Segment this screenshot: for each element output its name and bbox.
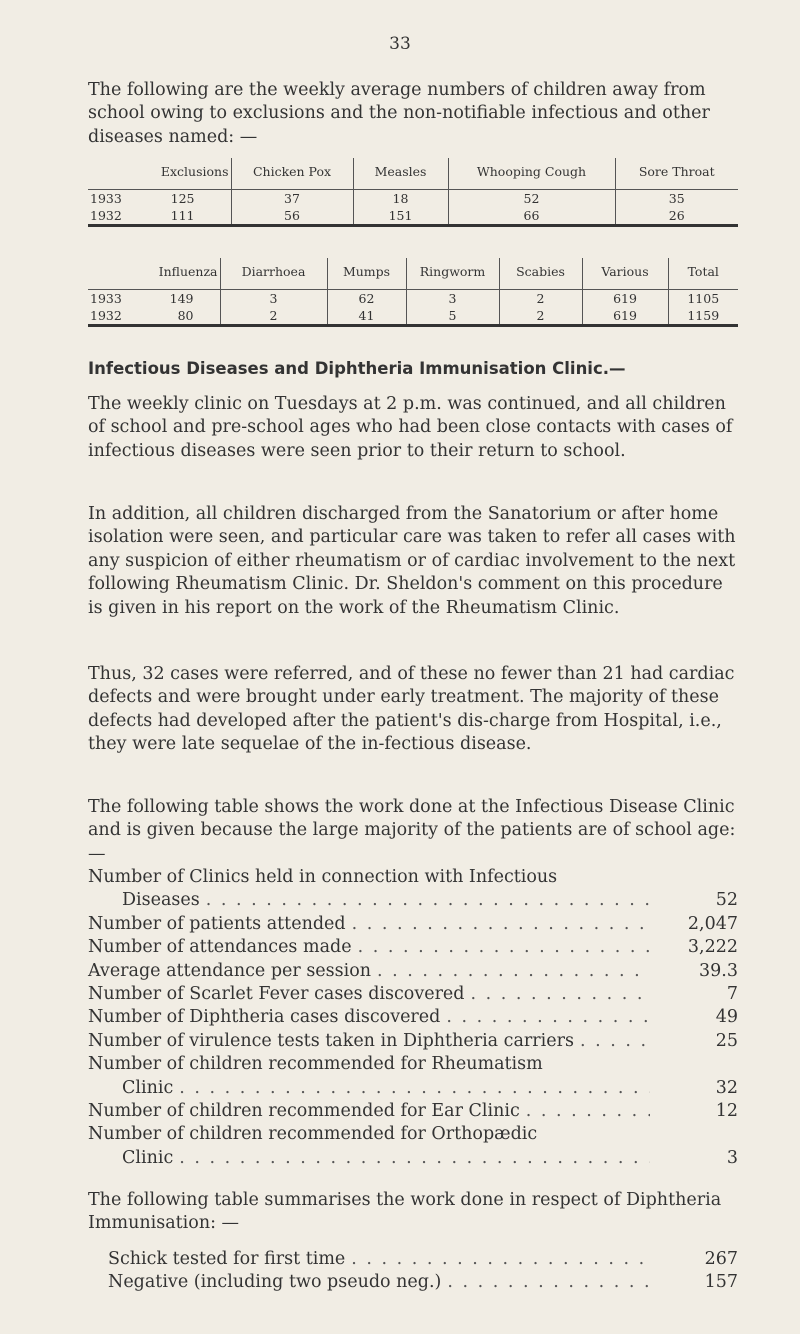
year-cell: 1932 [88,207,138,226]
list-item [88,889,738,912]
col-header-ringworm: Ringworm [406,258,499,290]
item-value: 32 [715,1077,738,1098]
col-header-sore-throat: Sore Throat [615,158,738,190]
item-label: Number of Diphtheria cases discovered [88,1007,441,1028]
ringworm-cell: 5 [406,307,499,326]
item-value: 52 [715,890,738,911]
item-value: 39.3 [699,960,738,981]
list-item [88,1030,738,1053]
various-cell: 619 [582,307,668,326]
item-label: Number of children recommended for Ear Clinic [88,1101,520,1122]
list-item [88,1100,738,1123]
paragraph-sanatorium: In addition, all children discharged from the Sanatorium or after home isolation were seen, and particular care was taken to refer all cases with any suspicion of either rheumatism or of cardiac involvement to the next following Rheumatism Clinic. Dr. Sheldon's comment on this procedure is given in his report on the work of the Rheumatism Clinic. [88,504,736,618]
clinic-work-list [88,866,738,1170]
list-item [88,1053,738,1076]
item-value: 12 [715,1101,738,1122]
absence-table-1 [88,158,738,227]
col-header-diarrhoea: Diarrhoea [220,258,327,290]
table-row [88,190,738,208]
list-item [88,1147,738,1170]
paragraph-clinic: The weekly clinic on Tuesdays at 2 p.m. was continued, and all children of school and pre-school ages who had been close contacts with cases of infectious diseases were seen prior to their return to school. [88,394,733,461]
year-cell: 1933 [90,291,122,306]
sore-throat-cell: 35 [615,190,738,208]
paragraph-table-intro: The following table shows the work done at the Infectious Disease Clinic and is given because the large majority of the patients are of school age: — [88,797,736,864]
col-header-scabies: Scabies [499,258,582,290]
item-value: 267 [704,1249,738,1269]
col-header-exclusions: Exclusions [88,158,231,190]
list-item [88,960,738,983]
ringworm-cell: 3 [406,290,499,308]
list-item [88,866,738,889]
scabies-cell: 2 [499,307,582,326]
intro-paragraph: The following are the weekly average numbers of children away from school owing to exclusions and the non-notifiable infectious and other diseases named: — [88,80,710,147]
item-label: Number of attendances made [88,937,352,958]
section-heading: Infectious Diseases and Diphtheria Immunisation Clinic.— [88,359,626,378]
diarrhoea-cell: 3 [220,290,327,308]
item-value: 49 [715,1007,738,1028]
item-label: Number of Clinics held in connection with Infectious [88,867,558,887]
mumps-cell: 62 [327,290,406,308]
col-header-total: Total [668,258,738,290]
list-item [88,1271,738,1294]
whooping-cough-cell: 52 [448,190,615,208]
scabies-cell: 2 [499,290,582,308]
item-label: Number of children recommended for Rheumatism [88,1054,543,1075]
item-label: Number of children recommended for Orthopædic [88,1124,538,1145]
year-cell: 1933 [90,191,122,206]
item-label-continued: Clinic [122,1147,174,1168]
measles-cell: 18 [353,190,448,208]
table-header-row [88,258,738,290]
list-item [88,1123,738,1146]
various-cell: 619 [582,290,668,308]
col-header-influenza: Influenza [88,258,220,290]
item-label: Schick tested for first time [108,1249,346,1269]
item-label-continued: Clinic [122,1077,174,1098]
col-header-measles: Measles [353,158,448,190]
exclusions-cell: 111 [138,207,231,226]
item-value: 7 [726,984,738,1005]
exclusions-cell: 125 [170,191,195,206]
item-value: 157 [704,1272,738,1293]
chicken-pox-cell: 56 [231,207,353,226]
item-label: Number of virulence tests taken in Diphtheria carriers [88,1030,574,1051]
item-value: 3,222 [687,937,738,958]
item-label: Number of patients attended [88,913,346,934]
list-item [88,936,738,959]
paragraph-referrals: Thus, 32 cases were referred, and of these no fewer than 21 had cardiac defects and were brought under early treatment. The majority of these defects had developed after the patient's dis-charge from Hospital, i.e., they were late sequelae of the in-fectious disease. [88,664,735,755]
immunisation-list [88,1248,738,1295]
diarrhoea-cell: 2 [220,307,327,326]
sore-throat-cell: 26 [615,207,738,226]
year-cell: 1932 [88,307,138,326]
total-cell: 1105 [668,290,738,308]
absence-table-2 [88,258,738,327]
page-number: 33 [389,34,411,54]
mumps-cell: 41 [327,307,406,326]
col-header-whooping-cough: Whooping Cough [448,158,615,190]
total-cell: 1159 [668,307,738,326]
table-row [88,207,738,226]
table-row [88,290,738,308]
item-value: 25 [715,1030,738,1051]
item-label: Negative (including two pseudo neg.) [108,1272,442,1293]
influenza-cell: 149 [169,291,194,306]
col-header-various: Various [582,258,668,290]
chicken-pox-cell: 37 [231,190,353,208]
col-header-mumps: Mumps [327,258,406,290]
measles-cell: 151 [353,207,448,226]
whooping-cough-cell: 66 [448,207,615,226]
list-item [88,1248,738,1271]
table-header-row [88,158,738,190]
list-item [88,983,738,1006]
list-item [88,913,738,936]
item-value: 3 [726,1147,738,1168]
list-item [88,1077,738,1100]
item-label: Number of Scarlet Fever cases discovered [88,984,465,1005]
col-header-chicken-pox: Chicken Pox [231,158,353,190]
table-row [88,307,738,326]
item-value: 2,047 [687,913,738,934]
item-label: Average attendance per session [88,960,372,981]
paragraph-immunisation-intro: The following table summarises the work done in respect of Diphtheria Immunisation: — [88,1190,722,1234]
influenza-cell: 80 [138,307,220,326]
list-item [88,1006,738,1029]
item-label-continued: Diseases [122,890,200,911]
